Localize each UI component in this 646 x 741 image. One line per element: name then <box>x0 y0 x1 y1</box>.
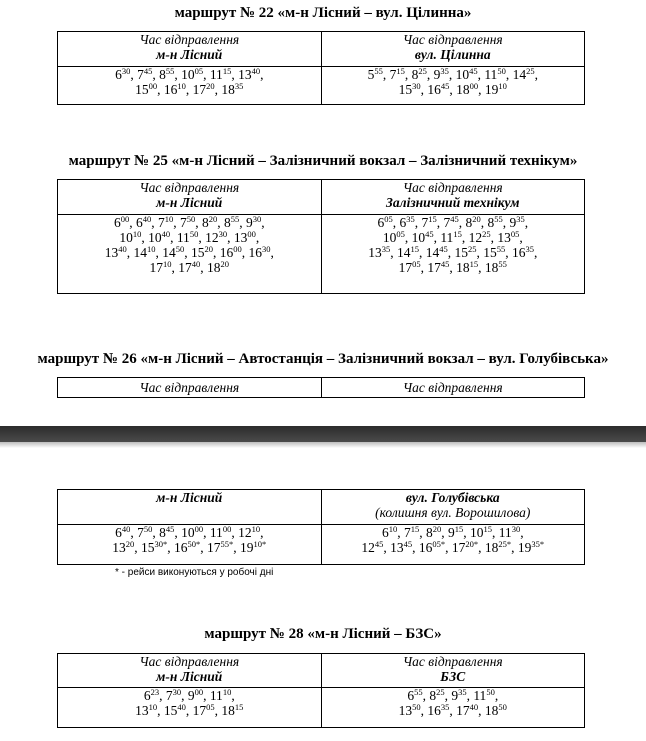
departure-minutes: 55 <box>498 259 507 269</box>
departure-time: $17^{20}$ <box>192 81 215 97</box>
departure-minutes: 10 <box>164 214 174 224</box>
departure-time: $10^{05}$ <box>382 229 405 245</box>
departure-time: $8^{20}$ <box>465 214 481 230</box>
departure-time: $8^{25}$ <box>411 66 427 82</box>
departure-minutes: 30 <box>172 687 182 697</box>
departure-time: $13^{10}$ <box>135 702 158 718</box>
departure-minutes: 45 <box>374 539 384 549</box>
departure-minutes: 50 <box>143 524 153 534</box>
departure-minutes: 30 <box>261 244 271 254</box>
departure-time: $11^{10}$ <box>209 687 232 703</box>
departure-times-line: $15^{00}$, $16^{10}$, $17^{20}$, $18^{35}$ <box>135 81 244 97</box>
route-26-right-header <box>321 490 585 525</box>
departure-time: $5^{55}$ <box>367 66 383 82</box>
departure-minutes: 20 <box>432 524 442 534</box>
departure-minutes: 40 <box>121 524 131 534</box>
departure-time: $6^{23}$ <box>143 687 160 703</box>
departure-minutes: 05 <box>510 229 520 239</box>
departure-minutes: 10 <box>498 81 507 91</box>
departure-minutes: 05 <box>384 214 393 224</box>
departure-minutes: 30 <box>412 81 421 91</box>
route-22-left-header <box>58 32 322 67</box>
departure-minutes: 40 <box>191 259 201 269</box>
departure-minutes: 40 <box>251 66 261 76</box>
departure-minutes: 00 <box>222 524 232 534</box>
departure-time: $8^{20}$ <box>201 214 218 230</box>
departure-minutes: 15 <box>410 524 420 534</box>
departure-times-line: $6^{00}$, $6^{40}$, $7^{10}$, $7^{50}$, $8^{20}$, $8^{55}$, $9^{30}$, <box>113 214 265 230</box>
departure-minutes: 30 <box>121 66 131 76</box>
departure-time: $16^{00}$ <box>219 244 242 260</box>
departure-minutes: 15 <box>483 524 492 534</box>
stop-name: вул. Цілинна <box>414 47 491 62</box>
route-22-right-times <box>321 67 585 105</box>
departure-time: $18^{35}$ <box>221 81 244 97</box>
departure-minutes: 35 <box>458 687 467 697</box>
departure-minutes: 40 <box>177 702 186 712</box>
departure-minutes: 30* <box>154 539 168 549</box>
departure-time: $16^{05*}$ <box>418 539 446 555</box>
departure-time: $11^{15}$ <box>209 66 232 82</box>
departure-time: $16^{45}$ <box>427 81 450 97</box>
departure-minutes: 35 <box>381 244 391 254</box>
departure-label: Час відправлення <box>402 180 503 195</box>
departure-minutes: 45 <box>165 524 175 534</box>
departure-minutes: 55 <box>414 687 423 697</box>
route-25-left-header <box>58 180 322 215</box>
departure-time: $6^{00}$ <box>113 214 130 230</box>
departure-minutes: 45 <box>450 214 459 224</box>
departure-label: Час відправлення <box>402 654 503 669</box>
departure-minutes: 50 <box>189 229 199 239</box>
departure-time: $6^{35}$ <box>399 214 415 230</box>
stop-name: вул. Голубівська <box>405 490 500 505</box>
stop-name: БЗС <box>440 669 466 684</box>
departure-minutes: 10 <box>222 687 232 697</box>
departure-time: $6^{55}$ <box>407 687 423 703</box>
page-break-band <box>0 426 646 442</box>
departure-time: $8^{55}$ <box>487 214 503 230</box>
departure-minutes: 40 <box>142 214 152 224</box>
stop-former-name: (колишня вул. Ворошилова) <box>375 505 531 520</box>
departure-minutes: 20 <box>208 214 218 224</box>
departure-minutes: 15 <box>410 244 419 254</box>
departure-times-line: $6^{30}$, $7^{45}$, $8^{55}$, $10^{05}$, $11^{15}$, $13^{40}$, <box>115 66 264 82</box>
departure-minutes: 40 <box>161 229 171 239</box>
departure-minutes: 05 <box>396 229 405 239</box>
departure-time: $17^{45}$ <box>427 259 450 275</box>
departure-time: $6^{40}$ <box>115 524 131 540</box>
departure-time: $11^{15}$ <box>440 229 462 245</box>
departure-minutes: 30 <box>511 524 521 534</box>
departure-time: $12^{45}$ <box>361 539 384 555</box>
departure-time: $11^{00}$ <box>209 524 232 540</box>
departure-minutes: 20 <box>204 244 213 254</box>
departure-time: $18^{00}$ <box>456 81 479 97</box>
departure-time: $11^{50}$ <box>484 66 506 82</box>
departure-label: Час відправлення <box>139 180 240 195</box>
departure-minutes: 23 <box>150 687 160 697</box>
departure-minutes: 15 <box>396 66 405 76</box>
departure-times-line: $10^{05}$, $10^{45}$, $11^{15}$, $12^{25}$, $13^{05}$, <box>382 229 523 245</box>
departure-minutes: 50 <box>186 214 196 224</box>
departure-minutes: 05 <box>412 259 421 269</box>
departure-minutes: 00 <box>194 687 204 697</box>
route-26-title: маршрут № 26 «м-н Лісний – Автостанція – Залізничний вокзал – вул. Голубівська» <box>37 351 609 367</box>
departure-minutes: 55 <box>230 214 240 224</box>
departure-minutes: 35 <box>234 81 244 91</box>
departure-time: $13^{40}$ <box>238 66 261 82</box>
departure-minutes: 15 <box>469 259 479 269</box>
departure-time: $15^{20}$ <box>190 244 213 260</box>
departure-times-line: $6^{55}$, $8^{25}$, $9^{35}$, $11^{50}$, <box>407 687 499 703</box>
departure-time: $7^{15}$ <box>389 66 405 82</box>
departure-minutes: 20* <box>465 539 479 549</box>
departure-label: Час відправлення <box>139 380 240 395</box>
departure-times-line: $10^{10}$, $10^{40}$, $11^{50}$, $12^{30}$, $13^{00}$, <box>119 229 260 245</box>
departure-time: $19^{35*}$ <box>517 539 545 555</box>
route-28-left-header <box>58 654 322 688</box>
departure-label: Час відправлення <box>139 32 240 47</box>
departure-minutes: 25 <box>436 687 445 697</box>
departure-times-line: $13^{40}$, $14^{10}$, $14^{50}$, $15^{20}$, $16^{00}$, $16^{30}$, <box>104 244 274 260</box>
departure-time: $7^{30}$ <box>165 687 182 703</box>
route-26-table <box>57 489 585 565</box>
departure-minutes: 10 <box>163 259 172 269</box>
departure-time: $9^{30}$ <box>245 214 262 230</box>
departure-time: $11^{50}$ <box>176 229 199 245</box>
departure-minutes: 50 <box>412 702 421 712</box>
departure-minutes: 25 <box>418 66 427 76</box>
departure-minutes: 30 <box>252 214 262 224</box>
departure-time: $18^{15}$ <box>456 259 479 275</box>
departure-minutes: 00 <box>233 244 242 254</box>
departure-time: $9^{35}$ <box>433 66 449 82</box>
departure-time: $18^{55}$ <box>484 259 507 275</box>
departure-times-line: $13^{10}$, $15^{40}$, $17^{05}$, $18^{15}$ <box>135 702 244 718</box>
departure-time: $8^{25}$ <box>429 687 445 703</box>
route-25-left-times <box>58 215 322 294</box>
route-25-title: маршрут № 25 «м-н Лісний – Залізничний вокзал – Залізничний технікум» <box>68 153 578 169</box>
departure-time: $17^{20*}$ <box>451 539 479 555</box>
departure-minutes: 05 <box>194 66 204 76</box>
departure-time: $18^{50}$ <box>484 702 507 718</box>
departure-times-line: $17^{05}$, $17^{45}$, $18^{15}$, $18^{55}$ <box>398 259 507 275</box>
route-25-right-header <box>321 180 585 215</box>
departure-times-line: $6^{05}$, $6^{35}$, $7^{15}$, $7^{45}$, $8^{20}$, $8^{55}$, $9^{35}$, <box>377 214 529 230</box>
departure-time: $15^{30*}$ <box>141 539 168 555</box>
departure-minutes: 25 <box>526 66 535 76</box>
departure-minutes: 15 <box>428 214 437 224</box>
route-28-title: маршрут № 28 «м-н Лісний – БЗС» <box>204 626 442 642</box>
departure-minutes: 55 <box>374 66 383 76</box>
route-22-title: маршрут № 22 «м-н Лісний – вул. Цілинна» <box>174 5 472 21</box>
departure-minutes: 45 <box>439 244 448 254</box>
departure-time: $10^{45}$ <box>455 66 478 82</box>
departure-time: $8^{55}$ <box>159 66 175 82</box>
departure-time: $18^{25*}$ <box>484 539 512 555</box>
departure-time: $9^{00}$ <box>187 687 204 703</box>
departure-time: $6^{05}$ <box>377 214 393 230</box>
departure-time: $10^{10}$ <box>119 229 142 245</box>
departure-time: $13^{20}$ <box>112 539 135 555</box>
departure-time: $16^{35}$ <box>427 702 450 718</box>
departure-times-line: $13^{20}$, $15^{30*}$, $16^{50*}$, $17^{55*}$, $19^{10*}$ <box>112 539 267 555</box>
departure-time: $17^{55*}$ <box>207 539 234 555</box>
route-25-right-times <box>321 215 585 294</box>
departure-time: $6^{30}$ <box>115 66 131 82</box>
departure-minutes: 15 <box>453 229 462 239</box>
departure-minutes: 30 <box>218 229 228 239</box>
departure-time: $6^{40}$ <box>135 214 152 230</box>
departure-minutes: 50 <box>497 66 506 76</box>
departure-minutes: 20 <box>206 81 215 91</box>
departure-times-line: $5^{55}$, $7^{15}$, $8^{25}$, $9^{35}$, $10^{45}$, $11^{50}$, $14^{25}$, <box>367 66 538 82</box>
departure-minutes: 55* <box>220 539 234 549</box>
route-22-table <box>57 31 585 105</box>
departure-minutes: 00 <box>148 81 158 91</box>
departure-label: Час відправлення <box>402 32 503 47</box>
departure-minutes: 10* <box>253 539 267 549</box>
departure-time: $17^{40}$ <box>456 702 479 718</box>
route-26-left-departure-label <box>58 378 322 398</box>
route-26-right-times <box>321 525 585 565</box>
departure-time: $17^{40}$ <box>178 259 201 275</box>
departure-minutes: 45 <box>440 81 450 91</box>
departure-time: $10^{00}$ <box>181 524 204 540</box>
departure-time: $13^{45}$ <box>390 539 413 555</box>
departure-time: $13^{50}$ <box>398 702 421 718</box>
departure-time: $10^{40}$ <box>148 229 171 245</box>
departure-time: $13^{05}$ <box>497 229 520 245</box>
departure-time: $7^{45}$ <box>137 66 153 82</box>
departure-minutes: 35 <box>406 214 415 224</box>
departure-time: $18^{15}$ <box>221 702 244 718</box>
departure-minutes: 35 <box>440 66 449 76</box>
departure-time: $14^{50}$ <box>162 244 185 260</box>
departure-time: $17^{05}$ <box>398 259 421 275</box>
departure-minutes: 45 <box>403 539 413 549</box>
departure-time: $15^{30}$ <box>398 81 421 97</box>
departure-minutes: 10 <box>146 244 156 254</box>
departure-time: $15^{00}$ <box>135 81 158 97</box>
departure-minutes: 10 <box>251 524 261 534</box>
departure-time: $13^{35}$ <box>368 244 391 260</box>
route-22-right-header <box>321 32 585 67</box>
departure-time: $7^{15}$ <box>403 524 420 540</box>
departure-time: $16^{35}$ <box>511 244 534 260</box>
route-28-left-times <box>58 688 322 728</box>
departure-minutes: 15 <box>234 702 244 712</box>
route-26-left-header <box>58 490 322 525</box>
departure-time: $12^{30}$ <box>205 229 228 245</box>
departure-minutes: 00 <box>247 229 256 239</box>
departure-time: $12^{10}$ <box>238 524 261 540</box>
departure-times-line: $13^{35}$, $14^{15}$, $14^{45}$, $15^{25}$, $15^{55}$, $16^{35}$, <box>368 244 538 260</box>
departure-minutes: 40 <box>469 702 479 712</box>
departure-times-line: $15^{30}$, $16^{45}$, $18^{00}$, $19^{10}$ <box>398 81 507 97</box>
departure-minutes: 00 <box>469 81 479 91</box>
departure-minutes: 15 <box>454 524 464 534</box>
departure-time: $7^{10}$ <box>157 214 174 230</box>
departure-time: $12^{25}$ <box>468 229 491 245</box>
stop-name: м-н Лісний <box>156 47 223 62</box>
departure-minutes: 00 <box>120 214 130 224</box>
departure-time: $6^{10}$ <box>381 524 398 540</box>
departure-minutes: 25* <box>498 539 512 549</box>
departure-label: Час відправлення <box>139 654 240 669</box>
departure-time: $16^{50*}$ <box>174 539 201 555</box>
departure-time: $15^{55}$ <box>483 244 506 260</box>
departure-minutes: 50 <box>498 702 507 712</box>
departure-minutes: 05* <box>432 539 446 549</box>
departure-minutes: 20 <box>220 259 229 269</box>
departure-minutes: 40 <box>118 244 127 254</box>
departure-minutes: 10 <box>148 702 158 712</box>
departure-times-line: $17^{10}$, $17^{40}$, $18^{20}$ <box>149 259 229 275</box>
departure-minutes: 55 <box>165 66 175 76</box>
departure-minutes: 50* <box>187 539 201 549</box>
departure-time: $7^{50}$ <box>179 214 196 230</box>
departure-minutes: 35 <box>516 214 525 224</box>
departure-minutes: 20 <box>472 214 481 224</box>
departure-minutes: 50 <box>486 687 495 697</box>
departure-times-line: $6^{10}$, $7^{15}$, $8^{20}$, $9^{15}$, $10^{15}$, $11^{30}$, <box>381 524 524 540</box>
departure-minutes: 10 <box>132 229 142 239</box>
route-26-left-times <box>58 525 322 565</box>
departure-time: $15^{25}$ <box>454 244 477 260</box>
departure-time: $9^{35}$ <box>509 214 525 230</box>
departure-time: $14^{45}$ <box>425 244 448 260</box>
departure-minutes: 10 <box>177 81 186 91</box>
departure-time: $14^{15}$ <box>396 244 419 260</box>
departure-time: $11^{50}$ <box>473 687 495 703</box>
stop-name: м-н Лісний <box>156 490 223 505</box>
departure-times-line: $6^{40}$, $7^{50}$, $8^{45}$, $10^{00}$, $11^{00}$, $12^{10}$, <box>115 524 264 540</box>
departure-time: $17^{05}$ <box>192 702 215 718</box>
departure-minutes: 15 <box>222 66 232 76</box>
departure-minutes: 45 <box>469 66 478 76</box>
page-break-shadow <box>0 442 646 448</box>
departure-time: $8^{45}$ <box>159 524 175 540</box>
departure-time: $10^{05}$ <box>181 66 204 82</box>
departure-time: $10^{45}$ <box>411 229 434 245</box>
stop-name: Залізничний технікум <box>386 195 520 210</box>
departure-label: Час відправлення <box>402 380 503 395</box>
departure-time: $9^{15}$ <box>447 524 464 540</box>
departure-times-line: $6^{23}$, $7^{30}$, $9^{00}$, $11^{10}$, <box>143 687 235 703</box>
departure-minutes: 00 <box>194 524 204 534</box>
route-22-left-times <box>58 67 322 105</box>
route-28-table <box>57 653 585 728</box>
departure-time: $19^{10*}$ <box>240 539 267 555</box>
departure-minutes: 35 <box>440 702 450 712</box>
departure-minutes: 25 <box>482 229 491 239</box>
departure-time: $16^{30}$ <box>248 244 271 260</box>
departure-time: $7^{50}$ <box>137 524 153 540</box>
departure-time: $19^{10}$ <box>484 81 507 97</box>
departure-minutes: 25 <box>467 244 477 254</box>
stop-name: м-н Лісний <box>156 669 223 684</box>
departure-times-line: $13^{50}$, $16^{35}$, $17^{40}$, $18^{50}$ <box>398 702 507 718</box>
departure-time: $15^{40}$ <box>163 702 186 718</box>
departure-time: $14^{10}$ <box>133 244 156 260</box>
departure-times-line: $12^{45}$, $13^{45}$, $16^{05*}$, $17^{20*}$, $18^{25*}$, $19^{35*}$ <box>361 539 545 555</box>
departure-minutes: 20 <box>125 539 135 549</box>
departure-time: $7^{45}$ <box>443 214 459 230</box>
departure-time: $9^{35}$ <box>451 687 467 703</box>
departure-time: $14^{25}$ <box>512 66 535 82</box>
departure-time: $11^{30}$ <box>498 524 521 540</box>
route-26-header-table <box>57 377 585 398</box>
departure-minutes: 45 <box>425 229 434 239</box>
departure-time: $17^{10}$ <box>149 259 172 275</box>
route-28-right-times <box>321 688 585 728</box>
departure-minutes: 55 <box>494 214 503 224</box>
route-25-table <box>57 179 585 294</box>
departure-minutes: 45 <box>143 66 153 76</box>
departure-minutes: 55 <box>496 244 506 254</box>
departure-minutes: 35* <box>531 539 545 549</box>
departure-minutes: 05 <box>206 702 215 712</box>
route-28-right-header <box>321 654 585 688</box>
departure-minutes: 45 <box>440 259 450 269</box>
departure-time: $7^{15}$ <box>421 214 437 230</box>
departure-time: $18^{20}$ <box>207 259 229 275</box>
departure-minutes: 10 <box>388 524 398 534</box>
departure-time: $8^{55}$ <box>223 214 240 230</box>
departure-minutes: 50 <box>175 244 185 254</box>
departure-time: $16^{10}$ <box>163 81 186 97</box>
departure-time: $8^{20}$ <box>425 524 442 540</box>
departure-minutes: 35 <box>525 244 534 254</box>
departure-time: $10^{15}$ <box>469 524 492 540</box>
route-26-right-departure-label <box>321 378 585 398</box>
workday-footnote: * - рейси виконуються у робочі дні <box>115 567 274 578</box>
stop-name: м-н Лісний <box>156 195 223 210</box>
departure-time: $13^{00}$ <box>233 229 256 245</box>
departure-time: $13^{40}$ <box>104 244 127 260</box>
